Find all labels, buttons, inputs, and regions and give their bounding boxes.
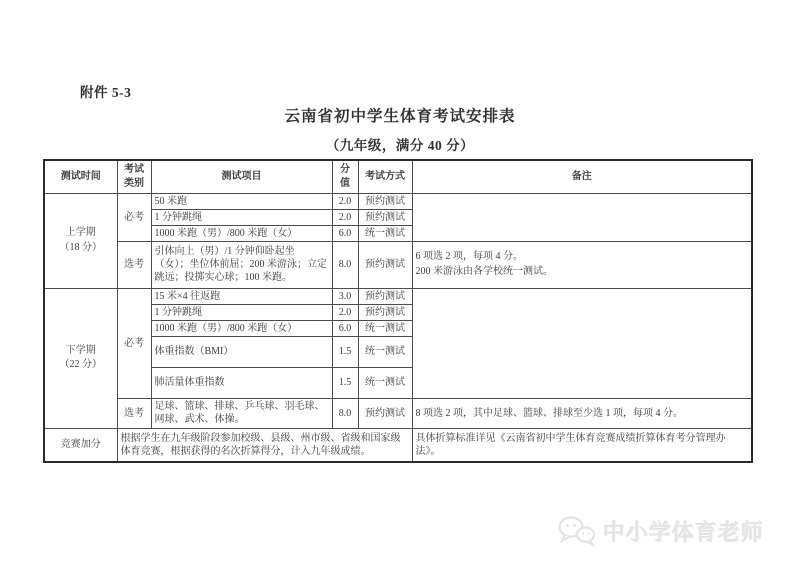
sem1-elective-score: 8.0 (332, 241, 358, 288)
sem1-elective-method: 预约测试 (358, 241, 412, 288)
sem1-time-line1: 上学期 (65, 227, 96, 238)
sem1-method-3: 统一测试 (358, 225, 412, 241)
table-row (44, 288, 752, 304)
exam-schedule-table (43, 159, 753, 463)
table-row (44, 193, 752, 209)
sem2-required-remark (412, 288, 752, 398)
sem2-method-4: 统一测试 (358, 336, 412, 367)
sem1-item-1: 50 米跑 (151, 193, 332, 209)
header-exam-method: 考试方式 (358, 160, 412, 193)
sem2-method-1: 预约测试 (358, 288, 412, 304)
sem2-item-2: 1 分钟跳绳 (151, 304, 332, 320)
header-remark: 备注 (412, 160, 752, 193)
sem2-score-2: 2.0 (332, 304, 358, 320)
sem2-elective-score: 8.0 (332, 398, 358, 428)
page-title: 云南省初中学生体育考试安排表 (284, 108, 516, 125)
sem1-elective-remark-line2: 200 米游泳由各学校统一测试。 (415, 265, 553, 277)
wechat-icon (557, 515, 597, 547)
sem1-elective-label: 选考 (117, 241, 151, 288)
header-test-time: 测试时间 (44, 160, 117, 193)
sem2-score-3: 6.0 (332, 320, 358, 336)
sem1-method-1: 预约测试 (358, 193, 412, 209)
header-exam-category: 考试类别 (117, 160, 151, 193)
sem2-item-1: 15 米×4 往返跑 (151, 288, 332, 304)
bonus-description: 根据学生在九年级阶段参加校级、县级、州市级、省级和国家级体育竞赛，根据获得的名次折算得分，计入九年级成绩。 (117, 428, 412, 462)
sem1-time-cell (44, 193, 117, 288)
sem1-elective-remark-line1: 6 项选 2 项，每项 4 分。 (415, 251, 523, 262)
sem2-elective-items: 足球、篮球、排球、乒乓球、羽毛球、网球、武术、体操。 (151, 398, 332, 428)
sem1-time-line2: （18 分） (59, 241, 102, 253)
table-row (44, 428, 752, 462)
table-row (44, 241, 752, 288)
sem2-item-5: 肺活量体重指数 (151, 367, 332, 398)
header-test-item: 测试项目 (151, 160, 332, 193)
table-header-row (44, 160, 752, 193)
watermark-text: 中小学体育老师 (602, 519, 764, 545)
sem2-elective-remark: 8 项选 2 项，其中足球、篮球、排球至少选 1 项，每项 4 分。 (412, 398, 752, 428)
bonus-remark: 具体折算标准详见《云南省初中学生体育竞赛成绩折算体育考分管理办法》。 (412, 428, 752, 462)
sem1-required-remark (412, 193, 752, 241)
sem2-item-4: 体重指数（BMI） (151, 336, 332, 367)
sem1-score-2: 2.0 (332, 209, 358, 225)
sem2-elective-method: 预约测试 (358, 398, 412, 428)
attachment-label: 附件 5-3 (80, 85, 132, 100)
sem1-item-2: 1 分钟跳绳 (151, 209, 332, 225)
sem2-time-line2: （22 分） (59, 359, 102, 370)
sem1-item-3: 1000 米跑（男）/800 米跑（女） (151, 225, 332, 241)
page-subtitle: （九年级，满分 40 分） (325, 138, 475, 153)
sem1-required-label: 必考 (117, 193, 151, 241)
sem1-elective-items: 引体向上（男）/1 分钟仰卧起坐（女）；坐位体前屈；200 米游泳；立定跳远；投掷实心球；100 米跑。 (151, 241, 332, 288)
sem2-score-4: 1.5 (332, 336, 358, 367)
table-row (44, 398, 752, 428)
sem1-elective-remark (412, 241, 752, 288)
header-score: 分值 (332, 160, 358, 193)
bonus-label: 竞赛加分 (44, 428, 117, 462)
sem1-score-1: 2.0 (332, 193, 358, 209)
sem2-required-label: 必考 (117, 288, 151, 398)
sem2-time-line1: 下学期 (65, 344, 96, 356)
sem2-elective-label: 选考 (117, 398, 151, 428)
sem2-score-5: 1.5 (332, 367, 358, 398)
sem2-item-3: 1000 米跑（男）/800 米跑（女） (151, 320, 332, 336)
sem2-time-cell (44, 288, 117, 428)
sem2-method-3: 统一测试 (358, 320, 412, 336)
sem1-method-2: 预约测试 (358, 209, 412, 225)
sem1-score-3: 6.0 (332, 225, 358, 241)
sem2-method-5: 统一测试 (358, 367, 412, 398)
sem2-score-1: 3.0 (332, 288, 358, 304)
sem2-method-2: 预约测试 (358, 304, 412, 320)
watermark (557, 515, 764, 547)
